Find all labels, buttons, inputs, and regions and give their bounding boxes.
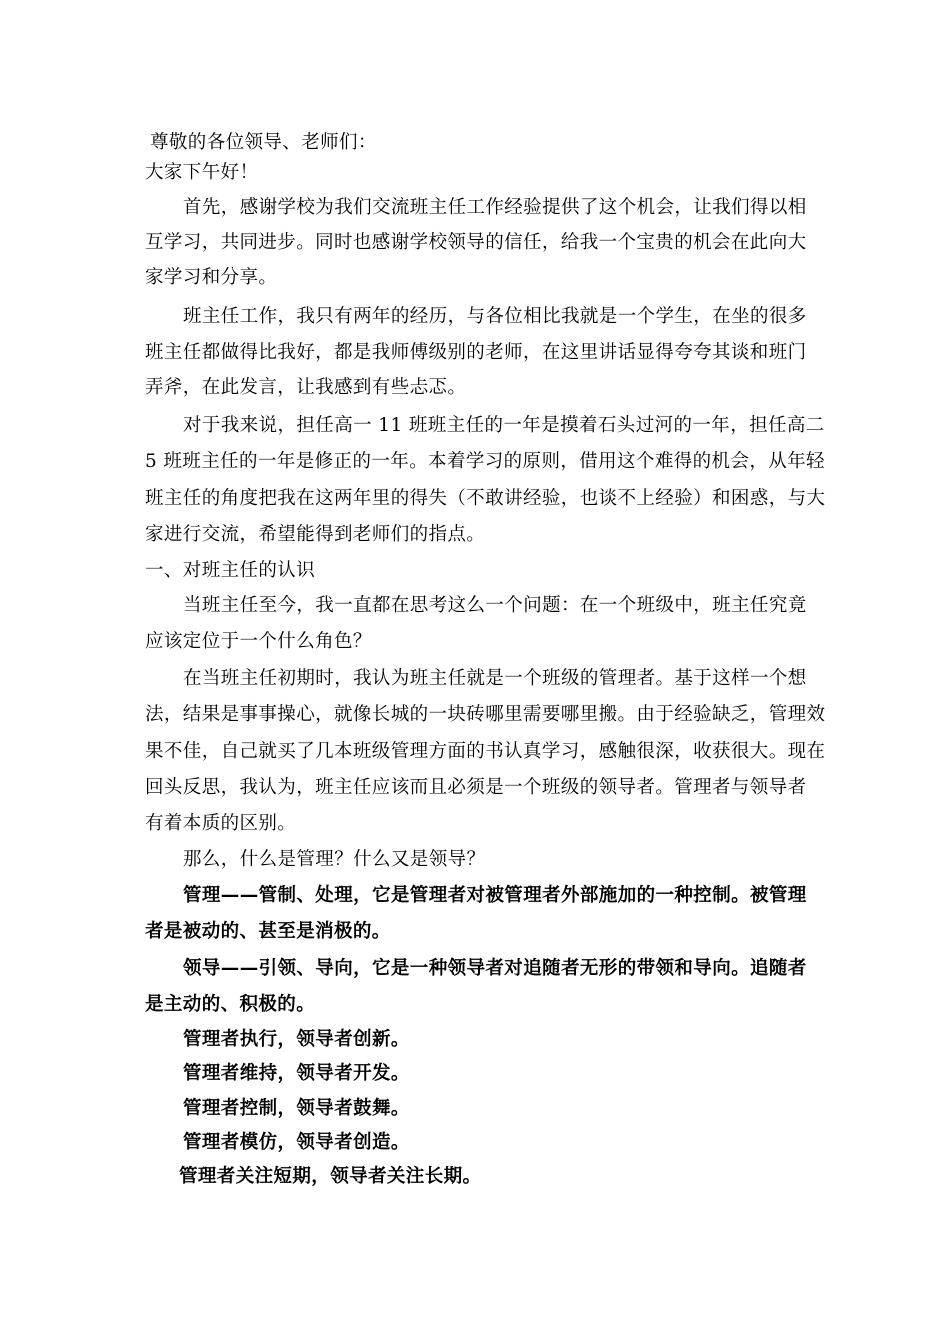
paragraph-5-line-1: 在当班主任初期时，我认为班主任就是一个班级的管理者。基于这样一个想 xyxy=(183,668,807,689)
paragraph-5-line-2: 法，结果是事事操心，就像长城的一块砖哪里需要哪里搬。由于经验缺乏，管理效 xyxy=(145,704,826,725)
paragraph-1-line-2: 互学习，共同进步。同时也感谢学校领导的信任，给我一个宝贵的机会在此向大 xyxy=(145,232,807,253)
paragraph-3-line-2: 5 班班主任的一年是修正的一年。本着学习的原则，借用这个难得的机会，从年轻 xyxy=(145,451,825,472)
paragraph-5-line-5: 有着本质的区别。 xyxy=(145,813,297,834)
paragraph-6: 那么，什么是管理？什么又是领导？ xyxy=(183,849,486,870)
paragraph-5-line-4: 回头反思，我认为，班主任应该而且必须是一个班级的领导者。管理者与领导者 xyxy=(145,777,807,798)
contrast-line-4: 管理者模仿，领导者创造。 xyxy=(183,1132,410,1153)
section-heading: 一、对班主任的认识 xyxy=(145,560,316,581)
paragraph-1-line-3: 家学习和分享。 xyxy=(145,267,278,288)
bold-paragraph-1-line-2: 者是被动的、甚至是消极的。 xyxy=(145,921,391,942)
bold-paragraph-2-line-1: 领导——引领、导向，它是一种领导者对追随者无形的带领和导向。追随者 xyxy=(183,958,807,979)
contrast-line-1: 管理者执行，领导者创新。 xyxy=(183,1029,410,1050)
salutation: 大家下午好！ xyxy=(145,162,259,183)
paragraph-3-line-1: 对于我来说，担任高一 11 班班主任的一年是摸着石头过河的一年，担任高二 xyxy=(183,415,825,436)
paragraph-3-line-3: 班主任的角度把我在这两年里的得失（不敢讲经验，也谈不上经验）和困惑，与大 xyxy=(145,488,826,509)
bold-paragraph-2-line-2: 是主动的、积极的。 xyxy=(145,994,316,1015)
contrast-line-2: 管理者维持，领导者开发。 xyxy=(183,1063,410,1084)
contrast-line-5: 管理者关注短期，领导者关注长期。 xyxy=(179,1166,482,1187)
contrast-line-3: 管理者控制，领导者鼓舞。 xyxy=(183,1098,410,1119)
bold-paragraph-1-line-1: 管理——管制、处理，它是管理者对被管理者外部施加的一种控制。被管理 xyxy=(183,885,807,906)
greeting: 尊敬的各位领导、老师们： xyxy=(150,132,377,153)
paragraph-4-line-2: 应该定位于一个什么角色？ xyxy=(145,631,372,652)
paragraph-2-line-3: 弄斧，在此发言，让我感到有些忐忑。 xyxy=(145,377,467,398)
paragraph-5-line-3: 果不佳，自己就买了几本班级管理方面的书认真学习，感触很深，收获很大。现在 xyxy=(145,741,826,762)
paragraph-3-line-4: 家进行交流，希望能得到老师们的指点。 xyxy=(145,524,486,545)
paragraph-1-line-1: 首先，感谢学校为我们交流班主任工作经验提供了这个机会，让我们得以相 xyxy=(183,197,807,218)
paragraph-4-line-1: 当班主任至今，我一直都在思考这么一个问题：在一个班级中，班主任究竟 xyxy=(183,595,807,616)
paragraph-2-line-2: 班主任都做得比我好，都是我师傅级别的老师，在这里讲话显得夸夸其谈和班门 xyxy=(145,342,807,363)
paragraph-2-line-1: 班主任工作，我只有两年的经历，与各位相比我就是一个学生，在坐的很多 xyxy=(183,306,807,327)
